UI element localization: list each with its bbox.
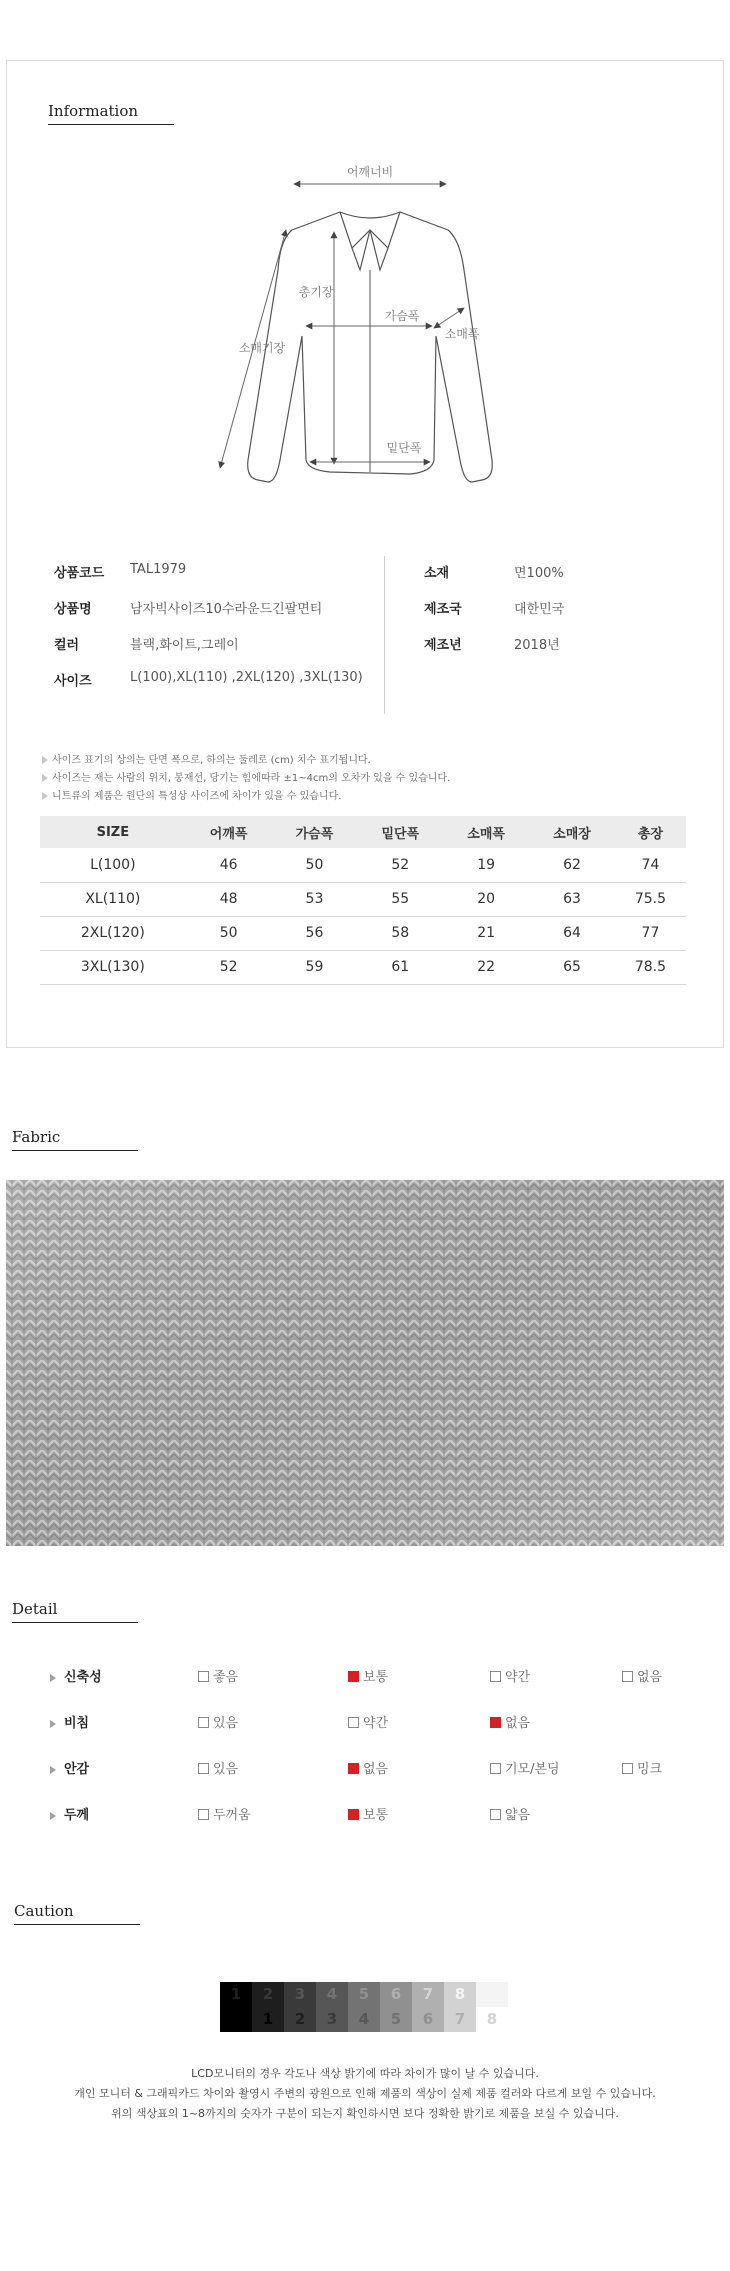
checkbox-icon (198, 1809, 209, 1820)
option-label: 없음 (363, 1762, 389, 1777)
caution-notes (0, 2064, 730, 2124)
option-label: 있음 (213, 1762, 239, 1777)
option-checkbox[interactable] (348, 1712, 388, 1731)
option-checkbox[interactable] (198, 1712, 238, 1731)
spec-key: 제조국 (424, 602, 462, 617)
checkbox-icon (490, 1809, 501, 1820)
checkbox-icon (198, 1671, 209, 1682)
information-title (48, 102, 138, 120)
table-cell: 65 (529, 950, 615, 984)
gray-cell-top: 2 (252, 1982, 284, 2007)
sleeve-width-label: 소매폭 (444, 327, 480, 341)
detail-label-text: 신축성 (64, 1670, 102, 1685)
table-cell: 64 (529, 916, 615, 950)
option-checkbox[interactable] (348, 1758, 388, 1777)
option-label: 없음 (637, 1670, 663, 1685)
checkbox-icon (490, 1763, 501, 1774)
table-row (40, 882, 686, 916)
table-cell: 58 (357, 916, 443, 950)
option-checkbox[interactable] (490, 1666, 530, 1685)
option-label: 보통 (363, 1808, 389, 1823)
note-line (42, 788, 450, 806)
table-cell: 50 (272, 848, 358, 882)
note-text: 사이즈 표기의 상의는 단면 폭으로, 하의는 둘레로 (cm) 치수 표기됩니다. (52, 755, 371, 766)
table-cell: 46 (186, 848, 272, 882)
gray-cell-bottom: 2 (284, 2007, 316, 2032)
table-header-row (40, 816, 686, 848)
spec-divider (384, 556, 385, 714)
table-cell: 19 (443, 848, 529, 882)
gray-cell-top: 1 (220, 1982, 252, 2007)
table-cell: 21 (443, 916, 529, 950)
gray-cell-bottom: 8 (476, 2007, 508, 2032)
table-cell: 59 (272, 950, 358, 984)
table-cell: 22 (443, 950, 529, 984)
checkbox-icon (198, 1717, 209, 1728)
gray-cell-top: 7 (412, 1982, 444, 2007)
gray-cell-top: 5 (348, 1982, 380, 2007)
spec-value: L(100),XL(110) ,2XL(120) ,3XL(130) (130, 670, 363, 685)
fabric-title-text: Fabric (12, 1128, 61, 1146)
total-length-label: 총기장 (298, 285, 334, 299)
checkbox-icon (622, 1763, 633, 1774)
shoulder-label: 어깨너비 (346, 165, 394, 179)
detail-title-text: Detail (12, 1600, 58, 1618)
table-header: 가슴폭 (272, 816, 358, 848)
detail-label (50, 1712, 89, 1731)
note-text: 니트류의 제품은 원단의 특성상 사이즈에 차이가 있을 수 있습니다. (52, 791, 342, 802)
triangle-bullet-icon (50, 1766, 56, 1774)
table-cell: 61 (357, 950, 443, 984)
table-header: 소매폭 (443, 816, 529, 848)
caution-title-text: Caution (14, 1902, 74, 1920)
table-cell: 75.5 (615, 882, 686, 916)
detail-label-text: 비침 (64, 1716, 90, 1731)
gray-cell-top (476, 1982, 508, 2007)
caution-line: LCD모니터의 경우 각도나 색상 밝기에 따라 차이가 많이 날 수 있습니다. (191, 2067, 539, 2080)
option-checkbox[interactable] (490, 1712, 530, 1731)
triangle-bullet-icon (50, 1674, 56, 1682)
option-checkbox[interactable] (490, 1758, 560, 1777)
checkbox-icon (490, 1671, 501, 1682)
checkbox-checked-icon (490, 1717, 501, 1728)
spec-key: 사이즈 (54, 674, 92, 689)
checkbox-checked-icon (348, 1763, 359, 1774)
hem-label: 밑단폭 (386, 441, 422, 455)
table-cell: 62 (529, 848, 615, 882)
option-checkbox[interactable] (622, 1666, 662, 1685)
spec-key: 상품명 (54, 602, 92, 617)
option-label: 밍크 (637, 1762, 663, 1777)
table-header: 밑단폭 (357, 816, 443, 848)
spec-value: 남자빅사이즈10수라운드긴팔면티 (130, 602, 323, 617)
gray-cell-bottom: 6 (412, 2007, 444, 2032)
gray-cell-top: 6 (380, 1982, 412, 2007)
option-label: 약간 (363, 1716, 389, 1731)
gray-cell-bottom: 3 (316, 2007, 348, 2032)
sleeve-length-label: 소매기장 (238, 341, 286, 355)
option-label: 약간 (505, 1670, 531, 1685)
title-underline (12, 1622, 138, 1623)
note-text: 사이즈는 재는 사람의 위치, 봉재선, 당기는 힘에따라 ±1~4cm의 오차가 있을 수 있습니다. (52, 773, 451, 784)
checkbox-icon (348, 1717, 359, 1728)
chest-label: 가슴폭 (384, 309, 420, 323)
option-label: 좋음 (213, 1670, 239, 1685)
table-cell: 74 (615, 848, 686, 882)
option-label: 얇음 (505, 1808, 531, 1823)
table-cell: L(100) (40, 848, 186, 882)
triangle-bullet-icon (50, 1720, 56, 1728)
option-label: 두꺼움 (213, 1808, 251, 1823)
title-underline (48, 124, 174, 125)
option-label: 없음 (505, 1716, 531, 1731)
option-label: 보통 (363, 1670, 389, 1685)
option-label: 있음 (213, 1716, 239, 1731)
option-checkbox[interactable] (490, 1804, 530, 1823)
gray-cell-bottom (220, 2007, 252, 2032)
size-notes (42, 752, 450, 806)
gray-cell-top: 4 (316, 1982, 348, 2007)
checkbox-checked-icon (348, 1671, 359, 1682)
option-checkbox[interactable] (348, 1666, 388, 1685)
checkbox-icon (198, 1763, 209, 1774)
table-header: 어깨폭 (186, 816, 272, 848)
table-cell: 55 (357, 882, 443, 916)
checkbox-icon (622, 1671, 633, 1682)
table-cell: 20 (443, 882, 529, 916)
gray-cell-bottom: 5 (380, 2007, 412, 2032)
table-cell: 77 (615, 916, 686, 950)
table-cell: 52 (186, 950, 272, 984)
detail-label-text: 두께 (64, 1808, 90, 1823)
detail-label-text: 안감 (64, 1762, 90, 1777)
caution-line: 개인 모니터 & 그래픽카드 차이와 촬영시 주변의 광원으로 인해 제품의 색상이 실제 제품 컬러와 다르게 보일 수 있습니다. (74, 2087, 656, 2100)
note-line (42, 752, 450, 770)
table-cell: 2XL(120) (40, 916, 186, 950)
gray-cell-bottom: 1 (252, 2007, 284, 2032)
caution-line: 위의 색상표의 1~8까지의 숫자가 구분이 되는지 확인하시면 보다 정확한 밝기로 제품을 보실 수 있습니다. (111, 2107, 619, 2120)
table-cell: 53 (272, 882, 358, 916)
detail-label (50, 1666, 102, 1685)
table-cell: 48 (186, 882, 272, 916)
spec-value: 면100% (514, 566, 564, 581)
option-checkbox[interactable] (198, 1758, 238, 1777)
gray-cell-bottom: 4 (348, 2007, 380, 2032)
table-row (40, 848, 686, 882)
size-diagram (210, 160, 530, 500)
fabric-title (12, 1128, 60, 1146)
spec-key: 제조년 (424, 638, 462, 653)
option-checkbox[interactable] (198, 1666, 238, 1685)
table-row (40, 950, 686, 984)
option-checkbox[interactable] (198, 1804, 251, 1823)
knit-texture-icon (6, 1180, 724, 1546)
gray-cell-bottom: 7 (444, 2007, 476, 2032)
gray-cell-top: 3 (284, 1982, 316, 2007)
note-line (42, 770, 450, 788)
spec-value: 대한민국 (514, 602, 565, 617)
detail-label (50, 1804, 89, 1823)
shirt-outline-icon (210, 160, 530, 500)
spec-value: 2018년 (514, 638, 560, 653)
fabric-swatch-image (6, 1180, 724, 1546)
spec-value: TAL1979 (130, 562, 187, 577)
size-table (40, 816, 686, 985)
table-cell: 56 (272, 916, 358, 950)
gray-scale-chart (220, 1982, 510, 2032)
information-title-text: Information (48, 102, 139, 120)
caution-title (14, 1902, 74, 1920)
option-checkbox[interactable] (622, 1758, 662, 1777)
checkbox-checked-icon (348, 1809, 359, 1820)
table-header: 총장 (615, 816, 686, 848)
table-cell: 63 (529, 882, 615, 916)
triangle-bullet-icon (50, 1812, 56, 1820)
table-cell: 78.5 (615, 950, 686, 984)
spec-key: 상품코드 (54, 566, 105, 581)
detail-label (50, 1758, 89, 1777)
gray-cell-top: 8 (444, 1982, 476, 2007)
spec-key: 컬러 (54, 638, 80, 653)
table-header: SIZE (40, 816, 186, 848)
table-cell: XL(110) (40, 882, 186, 916)
title-underline (12, 1150, 138, 1151)
option-label: 기모/본딩 (505, 1762, 560, 1777)
table-header: 소매장 (529, 816, 615, 848)
option-checkbox[interactable] (348, 1804, 388, 1823)
spec-value: 블랙,화이트,그레이 (130, 638, 239, 653)
table-cell: 52 (357, 848, 443, 882)
detail-title (12, 1600, 57, 1618)
table-row (40, 916, 686, 950)
title-underline (14, 1924, 140, 1925)
table-cell: 50 (186, 916, 272, 950)
table-cell: 3XL(130) (40, 950, 186, 984)
spec-key: 소재 (424, 566, 450, 581)
